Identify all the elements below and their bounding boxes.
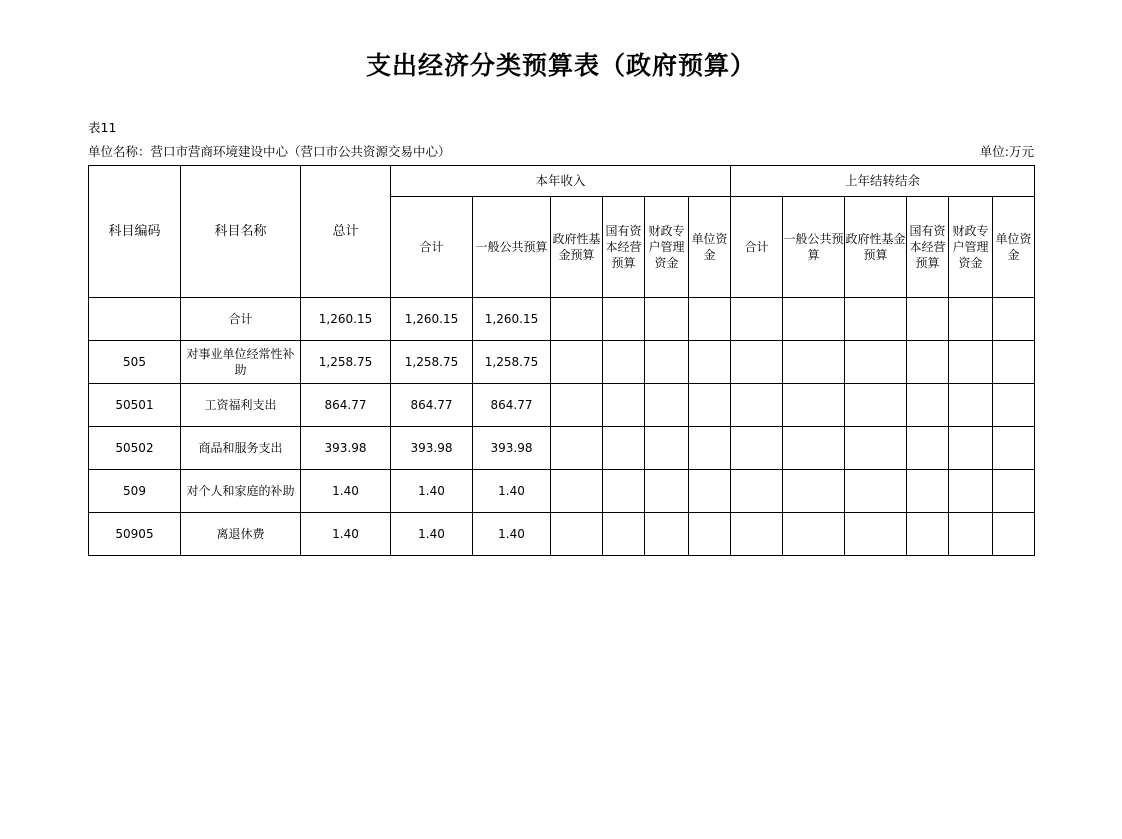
cell-carry-gov-fund <box>845 341 907 384</box>
cell-carry-unit-fund <box>993 513 1035 556</box>
cell-income-fiscal-special <box>645 470 689 513</box>
cell-income-general: 1,258.75 <box>473 341 551 384</box>
table-row <box>89 513 1035 556</box>
cell-income-general: 1,260.15 <box>473 298 551 341</box>
cell-carry-general <box>783 513 845 556</box>
cell-carry-state-capital <box>907 298 949 341</box>
col-header-income-general-public: 一般公共预算 <box>473 197 551 298</box>
cell-income-gov-fund <box>551 513 603 556</box>
cell-carry-fiscal-special <box>949 384 993 427</box>
cell-carry-unit-fund <box>993 427 1035 470</box>
table-row <box>89 298 1035 341</box>
col-header-carry-gov-fund: 政府性基金预算 <box>845 197 907 298</box>
cell-name: 对事业单位经常性补助 <box>181 341 301 384</box>
cell-carry-state-capital <box>907 513 949 556</box>
unit-measure: 单位:万元 <box>979 144 1034 159</box>
document-page <box>0 46 1122 839</box>
cell-carry-unit-fund <box>993 341 1035 384</box>
cell-carry-subtotal <box>731 513 783 556</box>
cell-income-gov-fund <box>551 470 603 513</box>
cell-income-unit-fund <box>689 298 731 341</box>
cell-carry-state-capital <box>907 427 949 470</box>
cell-total: 864.77 <box>301 384 391 427</box>
col-header-carry-state-capital: 国有资本经营预算 <box>907 197 949 298</box>
cell-name: 离退休费 <box>181 513 301 556</box>
col-header-income-state-capital: 国有资本经营预算 <box>603 197 645 298</box>
col-header-income-subtotal: 合计 <box>391 197 473 298</box>
cell-carry-fiscal-special <box>949 298 993 341</box>
table-row <box>89 470 1035 513</box>
cell-carry-general <box>783 427 845 470</box>
col-header-income-unit-fund: 单位资金 <box>689 197 731 298</box>
col-header-carry-unit-fund: 单位资金 <box>993 197 1035 298</box>
cell-income-subtotal: 1,260.15 <box>391 298 473 341</box>
cell-carry-unit-fund <box>993 298 1035 341</box>
cell-income-gov-fund <box>551 341 603 384</box>
cell-carry-subtotal <box>731 298 783 341</box>
cell-income-gov-fund <box>551 298 603 341</box>
cell-income-subtotal: 1.40 <box>391 513 473 556</box>
cell-carry-general <box>783 298 845 341</box>
cell-total: 393.98 <box>301 427 391 470</box>
cell-code: 505 <box>89 341 181 384</box>
cell-carry-gov-fund <box>845 427 907 470</box>
cell-income-unit-fund <box>689 513 731 556</box>
col-header-income-gov-fund: 政府性基金预算 <box>551 197 603 298</box>
cell-income-general: 1.40 <box>473 470 551 513</box>
cell-carry-fiscal-special <box>949 341 993 384</box>
col-header-income-fiscal-special: 财政专户管理资金 <box>645 197 689 298</box>
cell-carry-state-capital <box>907 384 949 427</box>
cell-code <box>89 298 181 341</box>
document-meta <box>0 118 1122 160</box>
cell-carry-fiscal-special <box>949 470 993 513</box>
cell-carry-gov-fund <box>845 384 907 427</box>
cell-code: 50502 <box>89 427 181 470</box>
cell-income-subtotal: 1,258.75 <box>391 341 473 384</box>
cell-carry-state-capital <box>907 470 949 513</box>
cell-income-subtotal: 1.40 <box>391 470 473 513</box>
cell-income-general: 393.98 <box>473 427 551 470</box>
cell-name: 合计 <box>181 298 301 341</box>
budget-table-body <box>89 298 1035 556</box>
cell-code: 50905 <box>89 513 181 556</box>
cell-carry-general <box>783 341 845 384</box>
cell-carry-general <box>783 470 845 513</box>
cell-carry-subtotal <box>731 341 783 384</box>
cell-income-fiscal-special <box>645 384 689 427</box>
cell-carry-gov-fund <box>845 470 907 513</box>
cell-carry-unit-fund <box>993 384 1035 427</box>
col-header-carry-general-public: 一般公共预算 <box>783 197 845 298</box>
table-header-group-row <box>89 166 1035 197</box>
cell-income-unit-fund <box>689 470 731 513</box>
cell-income-fiscal-special <box>645 513 689 556</box>
cell-income-fiscal-special <box>645 341 689 384</box>
cell-income-state-capital <box>603 298 645 341</box>
budget-table-container <box>0 165 1122 556</box>
col-header-code: 科目编码 <box>89 166 181 298</box>
table-row <box>89 427 1035 470</box>
cell-carry-unit-fund <box>993 470 1035 513</box>
table-row <box>89 341 1035 384</box>
cell-total: 1,260.15 <box>301 298 391 341</box>
cell-income-gov-fund <box>551 384 603 427</box>
cell-total: 1.40 <box>301 513 391 556</box>
cell-income-gov-fund <box>551 427 603 470</box>
group-header-current-income: 本年收入 <box>391 166 731 197</box>
table-row <box>89 384 1035 427</box>
cell-income-unit-fund <box>689 427 731 470</box>
col-header-carry-fiscal-special: 财政专户管理资金 <box>949 197 993 298</box>
group-header-prior-carryover: 上年结转结余 <box>731 166 1035 197</box>
cell-total: 1,258.75 <box>301 341 391 384</box>
cell-income-general: 1.40 <box>473 513 551 556</box>
cell-name: 工资福利支出 <box>181 384 301 427</box>
col-header-total: 总计 <box>301 166 391 298</box>
cell-income-state-capital <box>603 513 645 556</box>
table-number: 表11 <box>88 120 117 135</box>
cell-income-general: 864.77 <box>473 384 551 427</box>
cell-carry-general <box>783 384 845 427</box>
cell-income-unit-fund <box>689 341 731 384</box>
unit-name: 单位名称：营口市营商环境建设中心（营口市公共资源交易中心） <box>88 144 451 159</box>
cell-carry-subtotal <box>731 384 783 427</box>
cell-income-unit-fund <box>689 384 731 427</box>
cell-carry-fiscal-special <box>949 513 993 556</box>
cell-carry-gov-fund <box>845 298 907 341</box>
cell-income-state-capital <box>603 384 645 427</box>
cell-carry-subtotal <box>731 427 783 470</box>
cell-income-state-capital <box>603 341 645 384</box>
cell-code: 509 <box>89 470 181 513</box>
cell-carry-subtotal <box>731 470 783 513</box>
cell-name: 商品和服务支出 <box>181 427 301 470</box>
budget-table <box>88 165 1035 556</box>
cell-total: 1.40 <box>301 470 391 513</box>
cell-carry-gov-fund <box>845 513 907 556</box>
page-title: 支出经济分类预算表（政府预算） <box>365 51 756 80</box>
cell-income-state-capital <box>603 470 645 513</box>
cell-income-state-capital <box>603 427 645 470</box>
cell-name: 对个人和家庭的补助 <box>181 470 301 513</box>
cell-carry-state-capital <box>907 341 949 384</box>
col-header-name: 科目名称 <box>181 166 301 298</box>
cell-income-fiscal-special <box>645 427 689 470</box>
col-header-carry-subtotal: 合计 <box>731 197 783 298</box>
cell-carry-fiscal-special <box>949 427 993 470</box>
cell-income-subtotal: 864.77 <box>391 384 473 427</box>
cell-income-subtotal: 393.98 <box>391 427 473 470</box>
cell-code: 50501 <box>89 384 181 427</box>
cell-income-fiscal-special <box>645 298 689 341</box>
